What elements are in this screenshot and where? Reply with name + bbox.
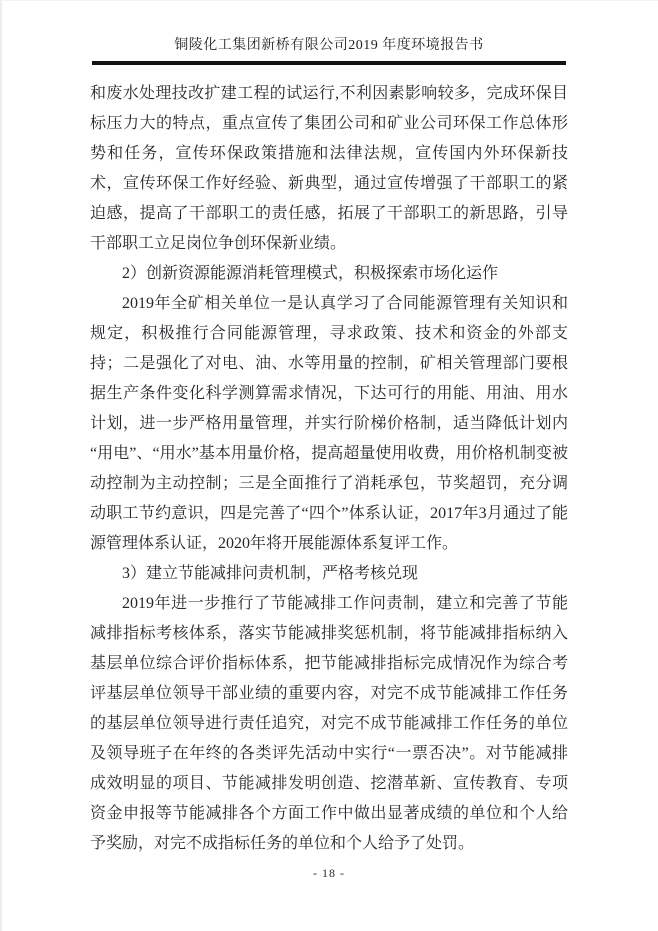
header-rule <box>92 61 566 65</box>
document-body <box>0 79 658 859</box>
page-header <box>0 0 658 65</box>
header-title: 铜陵化工集团新桥有限公司2019 年度环境报告书 <box>174 38 484 53</box>
paragraph-accountability: 2019年进一步推行了节能减排工作问责制，建立和完善了节能减排指标考核体系，落实节能减排奖惩机制，将节能减排指标纳入基层单位综合评价指标体系，把节能减排指标完成情况作为综合考评基层单位领导干部业绩的重要内容，对完不成节能减排工作任务的基层单位领导进行责任追究，对完不成节能减排工作任务的单位及领导班子在年终的各类评先活动中实行“一票否决”。对节能减排成效明显的项目、节能减排发明创造、挖潜革新、宣传教育、专项资金申报等节能减排各个方面工作中做出显著成绩的单位和个人给予奖励，对完不成指标任务的单位和个人给予了处罚。 <box>90 595 568 852</box>
section-heading-2: 2）创新资源能源消耗管理模式，积极探索市场化运作 <box>122 265 499 282</box>
page-number: - 18 - <box>313 866 345 880</box>
section-heading-3: 3）建立节能减排问责机制，严格考核兑现 <box>122 565 419 582</box>
paragraph-continuation: 和废水处理技改扩建工程的试运行,不利因素影响较多，完成环保目标压力大的特点，重点宣传了集团公司和矿业公司环保工作总体形势和任务，宣传环保政策措施和法律法规，宣传国内外环保新技术，宣传环保工作好经验、新典型，通过宣传增强了干部职工的紧迫感，提高了干部职工的责任感，拓展了干部职工的新思路，引导干部职工立足岗位争创环保新业绩。 <box>90 85 568 252</box>
page-footer <box>0 866 658 881</box>
paragraph-energy-management: 2019年全矿相关单位一是认真学习了合同能源管理有关知识和规定，积极推行合同能源管理，寻求政策、技术和资金的外部支持；二是强化了对电、油、水等用量的控制，矿相关管理部门要根据生产条件变化科学测算需求情况，下达可行的用能、用油、用水计划，进一步严格用量管理，并实行阶梯价格制，适当降低计划内“用电”、“用水”基本用量价格，提高超量使用收费，用价格机制变被动控制为主动控制；三是全面推行了消耗承包，节奖超罚，充分调动职工节约意识，四是完善了“四个”体系认证，2017年3月通过了能源管理体系认证，2020年将开展能源体系复评工作。 <box>90 295 568 552</box>
